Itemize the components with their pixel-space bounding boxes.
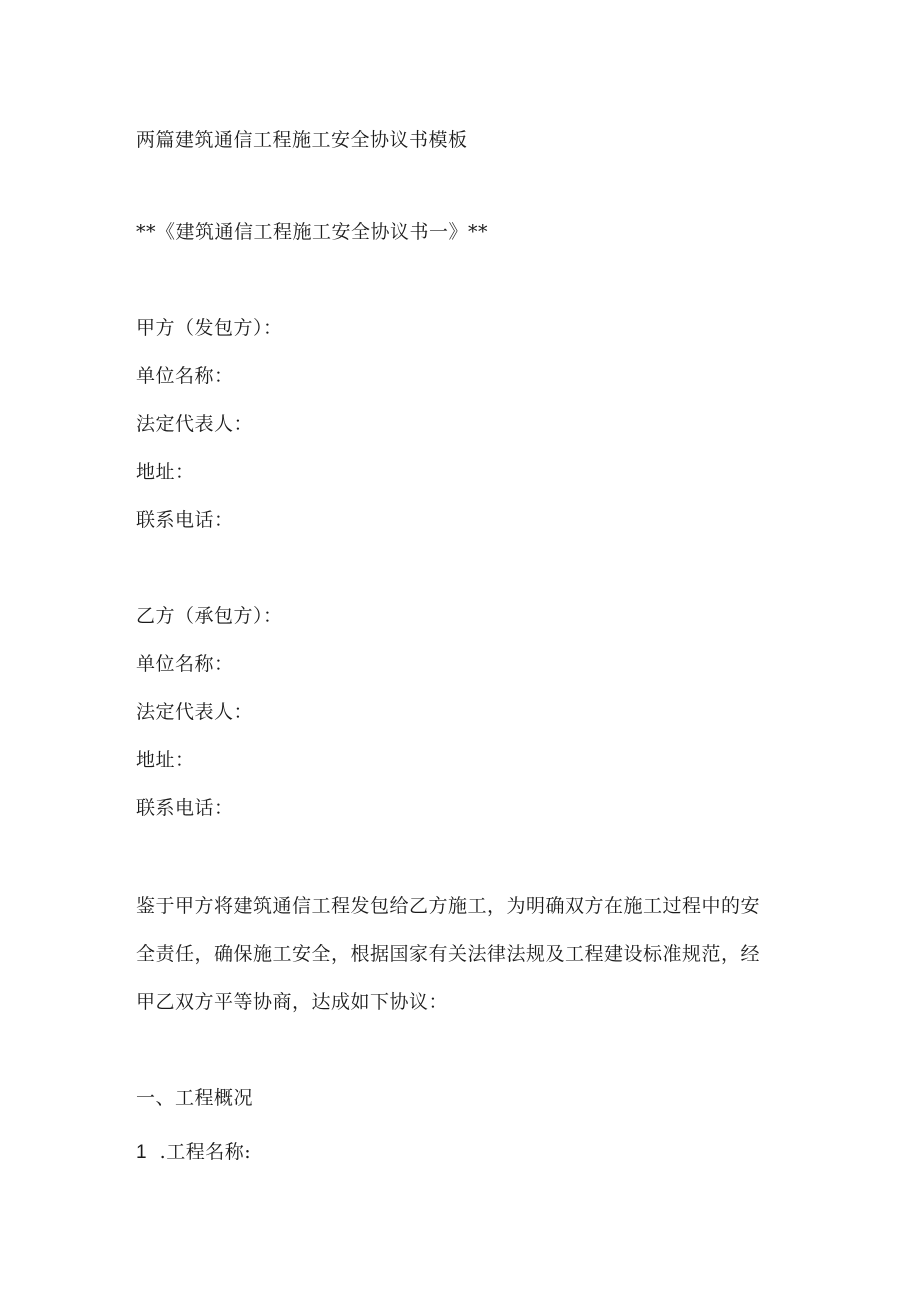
document-subtitle: **《建筑通信工程施工安全协议书一》** — [136, 221, 489, 243]
preamble-line: 甲乙双方平等协商，达成如下协议： — [136, 991, 449, 1013]
item-1-project-name — [136, 1140, 251, 1165]
party-a-unit-name: 单位名称： — [136, 365, 234, 387]
party-a-address: 地址： — [136, 461, 195, 483]
party-a-legal-rep: 法定代表人： — [136, 413, 254, 435]
party-b-phone: 联系电话： — [136, 797, 234, 819]
party-b-unit-name: 单位名称： — [136, 653, 234, 675]
item-number: 1 — [136, 1142, 147, 1163]
party-b-heading: 乙方（承包方）： — [136, 605, 283, 627]
item-label: .工程名称: — [159, 1141, 252, 1163]
party-a-heading: 甲方（发包方）： — [136, 317, 283, 339]
section-1-heading: 一、工程概况 — [136, 1087, 254, 1109]
party-b-address: 地址： — [136, 749, 195, 771]
preamble-paragraph — [136, 894, 776, 1038]
preamble-line: 鉴于甲方将建筑通信工程发包给乙方施工，为明确双方在施工过程中的安 — [136, 895, 761, 917]
document-title: 两篇建筑通信工程施工安全协议书模板 — [136, 129, 468, 151]
party-a-phone: 联系电话： — [136, 509, 234, 531]
party-b-legal-rep: 法定代表人： — [136, 701, 254, 723]
preamble-line: 全责任，确保施工安全，根据国家有关法律法规及工程建设标准规范，经 — [136, 943, 761, 965]
